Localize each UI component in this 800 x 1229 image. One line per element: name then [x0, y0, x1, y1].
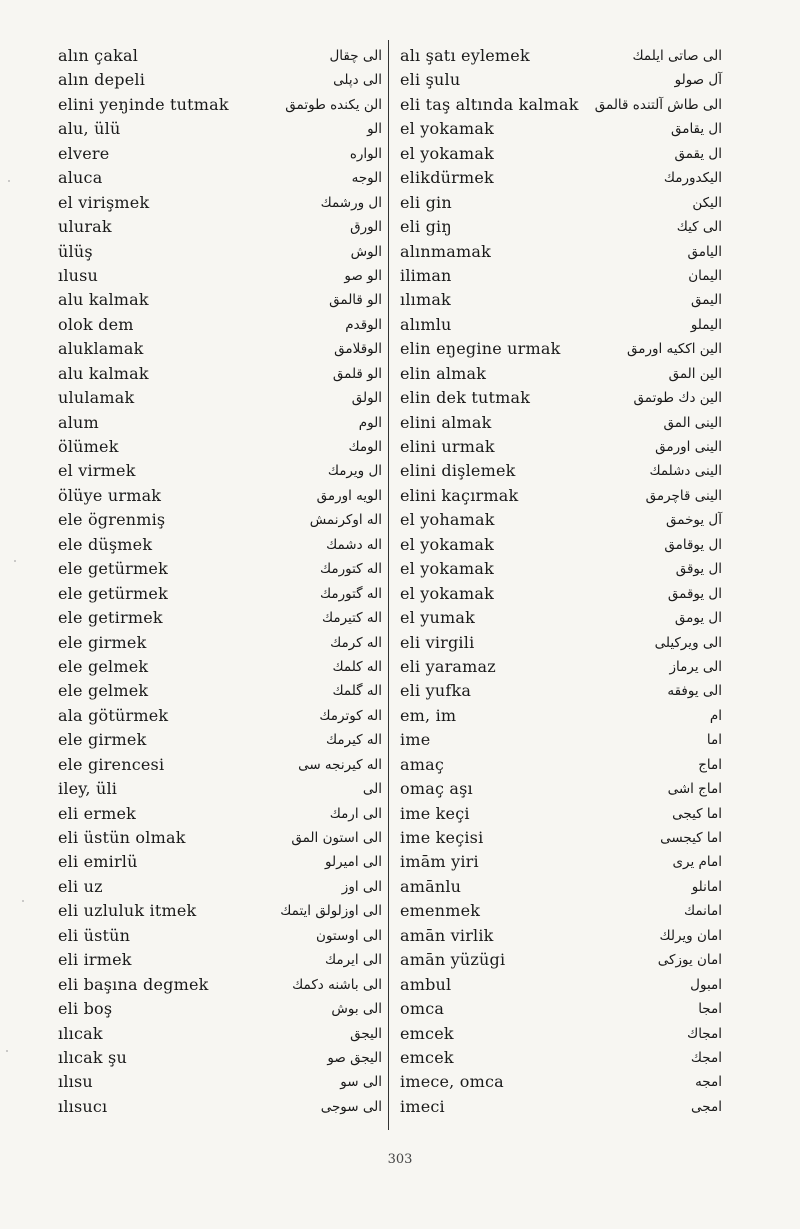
dictionary-entry [400, 1046, 740, 1070]
dictionary-entry [400, 68, 740, 92]
entry-ottoman-script: اما كيجى [672, 805, 722, 822]
entry-transliteration: el virmek [58, 461, 136, 481]
dictionary-entry [58, 557, 398, 581]
entry-ottoman-script: الى ارمك [329, 805, 382, 822]
dictionary-entry [400, 533, 740, 557]
entry-ottoman-script: الوم [358, 414, 382, 431]
entry-ottoman-script: اله كلمك [332, 658, 382, 675]
entry-transliteration: ele düşmek [58, 534, 153, 554]
entry-ottoman-script: امان يوزكى [657, 952, 722, 969]
dictionary-entry [58, 850, 398, 874]
dictionary-entry [400, 557, 740, 581]
entry-transliteration: imece, omca [400, 1072, 504, 1092]
entry-transliteration: ime [400, 730, 431, 750]
dictionary-entry [400, 117, 740, 141]
entry-ottoman-script: الى يوفقه [667, 683, 722, 700]
entry-ottoman-script: اليملو [690, 316, 722, 333]
dictionary-entry [58, 704, 398, 728]
dictionary-entry [400, 704, 740, 728]
dictionary-entry [400, 1022, 740, 1046]
dictionary-entry [58, 728, 398, 752]
entry-ottoman-script: الو [367, 121, 382, 138]
entry-transliteration: ılusu [58, 265, 99, 285]
dictionary-entry [400, 288, 740, 312]
entry-transliteration: alınmamak [400, 241, 491, 261]
dictionary-entry [400, 606, 740, 630]
entry-transliteration: em, im [400, 705, 457, 725]
entry-ottoman-script: الو صو [344, 267, 382, 284]
entry-ottoman-script: امجك [690, 1049, 722, 1066]
entry-ottoman-script: امانمك [683, 903, 722, 920]
dictionary-entry [400, 679, 740, 703]
entry-transliteration: ılımak [400, 290, 451, 310]
dictionary-entry [400, 850, 740, 874]
dictionary-entry [400, 899, 740, 923]
dictionary-entry [58, 93, 398, 117]
entry-ottoman-script: ال يوقمق [667, 585, 722, 602]
dictionary-entry [58, 533, 398, 557]
dictionary-entry [58, 191, 398, 215]
entry-transliteration: amaç [400, 754, 445, 774]
entry-ottoman-script: الى [362, 781, 382, 798]
dictionary-entry [400, 166, 740, 190]
entry-ottoman-script: الو قالمق [329, 292, 382, 309]
dictionary-entry [400, 459, 740, 483]
dictionary-entry [400, 948, 740, 972]
dictionary-entry [58, 631, 398, 655]
entry-transliteration: elvere [58, 143, 110, 163]
entry-ottoman-script: امجاك [687, 1025, 722, 1042]
dictionary-entry [400, 93, 740, 117]
entry-ottoman-script: الى طاش آلتنده قالمق [594, 96, 722, 113]
dictionary-entry [58, 1022, 398, 1046]
dictionary-entry [58, 288, 398, 312]
entry-ottoman-script: ال يوقامق [664, 536, 722, 553]
entry-transliteration: amānlu [400, 876, 462, 896]
entry-ottoman-script: الوجه [351, 170, 382, 187]
entry-transliteration: alu kalmak [58, 290, 149, 310]
entry-ottoman-script: الويه اورمق [316, 487, 382, 504]
left-column [58, 44, 398, 1119]
dictionary-entry [58, 1070, 398, 1094]
entry-ottoman-script: امجه [695, 1074, 722, 1091]
dictionary-entry [400, 386, 740, 410]
entry-ottoman-script: اليمان [688, 267, 722, 284]
entry-ottoman-script: الواره [349, 145, 382, 162]
dictionary-entry [58, 1046, 398, 1070]
entry-transliteration: eli üstün [58, 925, 131, 945]
entry-ottoman-script: الى ايرمك [325, 952, 382, 969]
entry-ottoman-script: الى سوجى [320, 1098, 382, 1115]
entry-ottoman-script: اليامق [687, 243, 722, 260]
entry-transliteration: ambul [400, 974, 452, 994]
entry-transliteration: emenmek [400, 901, 481, 921]
entry-transliteration: eli uz [58, 876, 103, 896]
entry-transliteration: iliman [400, 265, 452, 285]
dictionary-entry [58, 582, 398, 606]
entry-transliteration: imeci [400, 1096, 445, 1116]
entry-transliteration: ululamak [58, 388, 135, 408]
entry-ottoman-script: الينى دشلمك [649, 463, 722, 480]
dictionary-entry [58, 948, 398, 972]
entry-ottoman-script: الى استون المق [291, 830, 382, 846]
dictionary-entry [400, 240, 740, 264]
dictionary-entry [400, 44, 740, 68]
entry-transliteration: eli üstün olmak [58, 828, 186, 847]
dictionary-entry [58, 826, 398, 850]
entry-transliteration: aluklamak [58, 339, 144, 359]
dictionary-entry [58, 973, 398, 997]
entry-ottoman-script: امان ويرلك [659, 927, 722, 944]
entry-transliteration: ele gelmek [58, 681, 149, 701]
entry-transliteration: ime keçi [400, 803, 470, 823]
entry-ottoman-script: اليكن [692, 194, 722, 211]
entry-ottoman-script: الينى قاچرمق [645, 487, 722, 504]
entry-ottoman-script: امجا [698, 1001, 722, 1018]
entry-transliteration: alın depeli [58, 70, 146, 90]
entry-transliteration: eli irmek [58, 950, 132, 970]
entry-ottoman-script: الن يكنده طوتمق [285, 96, 382, 113]
entry-transliteration: elin eŋegine urmak [400, 339, 561, 359]
entry-transliteration: ele gelmek [58, 656, 149, 676]
entry-transliteration: el yohamak [400, 510, 495, 530]
column-divider [388, 40, 389, 1130]
dictionary-entry [58, 924, 398, 948]
entry-ottoman-script: اما كيجسى [660, 830, 722, 846]
dictionary-entry [58, 997, 398, 1021]
paper-speck [14, 560, 16, 562]
entry-ottoman-script: الى ويركيلى [654, 634, 722, 651]
dictionary-entry [400, 777, 740, 801]
entry-transliteration: eli gin [400, 192, 452, 212]
entry-ottoman-script: اله گتورمك [320, 585, 382, 602]
entry-transliteration: ele getirmek [58, 608, 163, 628]
entry-ottoman-script: اليكدورمك [663, 170, 722, 187]
dictionary-entry [400, 142, 740, 166]
dictionary-entry [400, 1095, 740, 1119]
entry-transliteration: omca [400, 999, 445, 1019]
entry-transliteration: ele getürmek [58, 559, 168, 579]
dictionary-entry [400, 973, 740, 997]
dictionary-entry [58, 117, 398, 141]
entry-transliteration: el yokamak [400, 583, 494, 603]
entry-ottoman-script: اليجق صو [327, 1049, 382, 1066]
dictionary-entry [58, 679, 398, 703]
page-number: 303 [387, 1152, 413, 1167]
entry-transliteration: emcek [400, 1047, 454, 1067]
entry-transliteration: elikdürmek [400, 168, 494, 188]
entry-transliteration: eli boş [58, 999, 113, 1019]
dictionary-entry [58, 606, 398, 630]
entry-ottoman-script: امانلو [691, 878, 722, 895]
entry-ottoman-script: اله گلمك [332, 683, 382, 700]
entry-ottoman-script: الى كيك [676, 219, 722, 236]
dictionary-entry [400, 582, 740, 606]
entry-ottoman-script: ال يوقق [675, 561, 722, 578]
dictionary-entry [400, 484, 740, 508]
entry-ottoman-script: الى اوزلولق ايتمك [280, 903, 382, 920]
dictionary-entry [400, 191, 740, 215]
entry-ottoman-script: ال يقامق [670, 121, 722, 138]
right-column [400, 44, 740, 1119]
entry-transliteration: eli virgili [400, 632, 475, 652]
entry-transliteration: alu kalmak [58, 363, 149, 383]
entry-ottoman-script: الولق [351, 390, 382, 407]
entry-transliteration: aluca [58, 168, 103, 188]
entry-ottoman-script: آل يوخمق [666, 512, 722, 529]
entry-transliteration: elini almak [400, 412, 492, 432]
entry-ottoman-script: ال يقمق [674, 145, 722, 162]
entry-transliteration: ele getürmek [58, 583, 168, 603]
entry-ottoman-script: الى اوز [341, 878, 382, 895]
entry-ottoman-script: اله دشمك [326, 536, 382, 553]
entry-transliteration: el yokamak [400, 143, 494, 163]
dictionary-entry [400, 215, 740, 239]
entry-transliteration: amān virlik [400, 925, 494, 945]
entry-transliteration: eli şulu [400, 70, 461, 90]
dictionary-entry [400, 802, 740, 826]
dictionary-entry [58, 875, 398, 899]
dictionary-entry [58, 459, 398, 483]
entry-transliteration: ölümek [58, 437, 119, 456]
dictionary-entry [400, 997, 740, 1021]
entry-ottoman-script: الين دك طوتمق [633, 390, 722, 407]
entry-ottoman-script: الين المق [668, 365, 722, 382]
dictionary-entry [400, 728, 740, 752]
dictionary-entry [400, 337, 740, 361]
entry-transliteration: ele girencesi [58, 754, 165, 774]
entry-transliteration: ulurak [58, 217, 112, 237]
dictionary-entry [58, 215, 398, 239]
entry-transliteration: ele ögrenmiş [58, 510, 166, 530]
dictionary-entry [58, 313, 398, 337]
entry-transliteration: el yokamak [400, 534, 494, 554]
dictionary-entry [58, 264, 398, 288]
dictionary-entry [400, 411, 740, 435]
dictionary-entry [58, 802, 398, 826]
entry-ottoman-script: الى صاتى ايلمك [632, 48, 722, 64]
entry-transliteration: iley, üli [58, 779, 118, 799]
dictionary-entry [58, 44, 398, 68]
dictionary-entry [58, 142, 398, 166]
entry-transliteration: eli emirlü [58, 852, 138, 872]
entry-ottoman-script: الو قلمق [332, 365, 382, 382]
entry-ottoman-script: الوقلامق [334, 341, 382, 358]
dictionary-entry [400, 875, 740, 899]
entry-ottoman-script: الورق [350, 219, 382, 236]
entry-transliteration: alu, ülü [58, 119, 121, 139]
entry-transliteration: eli yufka [400, 681, 472, 701]
entry-ottoman-script: ال ورشمك [320, 194, 382, 211]
entry-ottoman-script: اله كيرنجه سى [298, 756, 382, 773]
dictionary-entry [58, 337, 398, 361]
entry-transliteration: el virişmek [58, 192, 150, 212]
dictionary-entry [58, 362, 398, 386]
dictionary-entry [58, 753, 398, 777]
entry-transliteration: ele girmek [58, 632, 147, 652]
dictionary-entry [58, 777, 398, 801]
entry-ottoman-script: الومك [348, 439, 382, 455]
dictionary-entry [58, 899, 398, 923]
entry-ottoman-script: الى يرماز [669, 658, 722, 675]
entry-transliteration: eli başına degmek [58, 974, 209, 994]
entry-ottoman-script: ال يومق [674, 610, 722, 627]
dictionary-entry [58, 240, 398, 264]
entry-ottoman-script: اله كيرمك [326, 732, 382, 749]
dictionary-entry [58, 655, 398, 679]
entry-transliteration: ölüye urmak [58, 485, 162, 505]
entry-transliteration: elini yeŋinde tutmak [58, 94, 229, 114]
entry-transliteration: elini urmak [400, 437, 495, 456]
paper-speck [22, 900, 24, 902]
dictionary-entry [400, 264, 740, 288]
entry-transliteration: amān yüzügi [400, 950, 506, 970]
dictionary-entry [58, 166, 398, 190]
entry-transliteration: eli giŋ [400, 217, 452, 237]
entry-transliteration: eli yaramaz [400, 656, 496, 676]
entry-ottoman-script: ال ويرمك [327, 463, 382, 480]
dictionary-entry [58, 1095, 398, 1119]
dictionary-entry [400, 508, 740, 532]
paper-speck [8, 180, 10, 182]
entry-ottoman-script: امام يرى [672, 854, 722, 871]
entry-transliteration: alı şatı eylemek [400, 46, 530, 65]
entry-ottoman-script: اله اوكرنمش [309, 512, 382, 529]
dictionary-entry [58, 508, 398, 532]
entry-ottoman-script: اليجق [350, 1025, 382, 1042]
entry-transliteration: imām yiri [400, 852, 479, 872]
entry-transliteration: ime keçisi [400, 828, 484, 847]
entry-transliteration: ılısucı [58, 1096, 108, 1116]
entry-ottoman-script: اله كتورمك [320, 561, 382, 578]
entry-ottoman-script: الى اوستون [316, 927, 382, 944]
entry-transliteration: eli ermek [58, 803, 137, 823]
entry-ottoman-script: الينى اورمق [655, 439, 722, 455]
entry-transliteration: el yokamak [400, 119, 494, 139]
dictionary-entry [58, 386, 398, 410]
entry-transliteration: alımlu [400, 314, 452, 334]
dictionary-entry [400, 753, 740, 777]
entry-ottoman-script: اماج اشى [667, 781, 722, 798]
dictionary-entry [58, 435, 398, 459]
entry-transliteration: elin almak [400, 363, 487, 383]
dictionary-entry [400, 924, 740, 948]
entry-ottoman-script: الين اككيه اورمق [626, 341, 722, 358]
dictionary-entry [400, 826, 740, 850]
entry-ottoman-script: الى چقال [329, 48, 382, 64]
entry-ottoman-script: الى اميرلو [325, 854, 382, 871]
entry-ottoman-script: اما [706, 732, 722, 749]
entry-transliteration: ele girmek [58, 730, 147, 750]
entry-transliteration: emcek [400, 1023, 454, 1043]
entry-ottoman-script: ام [709, 707, 722, 724]
entry-ottoman-script: الى باشنه دكمك [292, 976, 382, 993]
entry-ottoman-script: اماج [698, 756, 722, 773]
entry-transliteration: elin dek tutmak [400, 388, 531, 408]
entry-ottoman-script: امجى [691, 1098, 722, 1115]
entry-transliteration: olok dem [58, 314, 134, 334]
entry-transliteration: elini kaçırmak [400, 485, 519, 505]
entry-transliteration: ala götürmek [58, 705, 169, 725]
entry-transliteration: elini dişlemek [400, 461, 516, 481]
entry-ottoman-script: اله كتيرمك [321, 610, 382, 627]
entry-transliteration: omaç aşı [400, 779, 473, 799]
entry-transliteration: eli uzluluk itmek [58, 901, 197, 921]
entry-ottoman-script: الى دپلى [333, 72, 382, 89]
entry-ottoman-script: امبول [690, 976, 722, 993]
entry-ottoman-script: اله كرمك [330, 634, 382, 651]
dictionary-entry [400, 313, 740, 337]
entry-transliteration: el yumak [400, 608, 476, 628]
dictionary-entry [58, 68, 398, 92]
dictionary-entry [400, 362, 740, 386]
dictionary-entry [400, 631, 740, 655]
entry-ottoman-script: الوقدم [345, 316, 382, 333]
dictionary-entry [400, 435, 740, 459]
entry-transliteration: alın çakal [58, 46, 139, 65]
dictionary-entry [400, 655, 740, 679]
entry-ottoman-script: الى بوش [331, 1001, 382, 1018]
paper-speck [6, 1050, 8, 1052]
entry-ottoman-script: الينى المق [663, 414, 722, 431]
entry-transliteration: ılıcak şu [58, 1047, 127, 1067]
entry-ottoman-script: اله كوترمك [319, 707, 382, 724]
entry-transliteration: alum [58, 412, 99, 432]
entry-ottoman-script: اليمق [690, 292, 722, 309]
entry-transliteration: ılıcak [58, 1023, 103, 1043]
dictionary-entry [58, 484, 398, 508]
dictionary-entry [400, 1070, 740, 1094]
entry-ottoman-script: آل صولو [674, 72, 722, 89]
entry-transliteration: el yokamak [400, 559, 494, 579]
entry-ottoman-script: الى سو [340, 1074, 382, 1091]
entry-ottoman-script: الوش [350, 243, 382, 260]
entry-transliteration: ülüş [58, 241, 93, 261]
entry-transliteration: ılısu [58, 1072, 93, 1092]
entry-transliteration: eli taş altında kalmak [400, 94, 579, 114]
dictionary-entry [58, 411, 398, 435]
